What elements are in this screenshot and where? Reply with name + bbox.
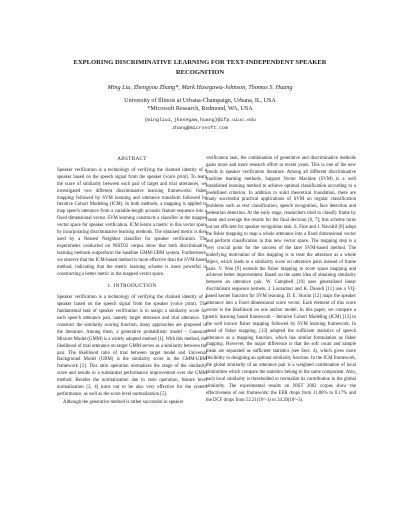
right-column-paragraph: verification task, the combination of generative and discriminative methods gains more and more research effort in recent years. This is one of the new trends in speaker verification literature. Among all different discriminative machine learning methods, Support Vector Machine (SVM) is a well established learning method to achieve optimal classification according to a predefined criterion. In addition to solid theoretical foundation, there are many successful practical applications of SVM on regular classification problems such as text classification, speech recognition, face detection and pedestrian detection. At the early stage, researchers tried to classify frame by frame and average the results for the final decision [6, 7]; this scheme turns out not efficient for speaker recognition task. S. Fine and J. Navrátil [8] adopt the fisher mapping to map a whole utterance into a fixed dimensional vector and perform classification in this new vector space. The mapping step is a very crucial point for the success of the later SVM-based method. The underlying motivation of this mapping is to treat the utterance as a whole object, which leads to a similarity score on utterance pairs instead of frame pairs. V. Wan [9] extends the fisher mapping to score space mapping and achieves better improvement. Based on the same idea of obtaining similarity between an utterance pair, W. Campbell [10] uses generalized linear discriminant sequence kernels. J. Louradour and K. Daoudi [11] use a VQ-based kernel function for SVM learning. D. E. Sturim [12] maps the speaker utterance into a fixed dimensional score vector. Each element of this score vector is the likelihood on one anchor model. In this paper, we compare a metric learning based framework – Iterative Cohort Modeling (ICM) [13] to the well known fisher mapping followed by SVM learning framework. In stead of fisher mapping, [13] adopted the sufficient statistics of speech utterance as a mapping function, which has similar formulation as fisher mapping. However, the major difference is that the soft count and sample mean are separated as sufficient statistics (see Sect. 4), which gives more flexibility in designing an optimal similarity function. In the ICM framework, the global similarity of an utterance pair is a weighted combination of local similarities which compare the statistics belong to the same component. Also, each local similarity is thresholded to normalize its contribution to the global similarity. The experimental results on NIST 2002 corpus show the effectiveness of our framework: the EER drops from 11.08% to 8.17% and the DCF drops from 52.21(10^-3) to 34.20(10^-3).	[206, 156, 356, 403]
affiliations	[20, 97, 380, 113]
abstract-text: Speaker verification is a technology of verifying the claimed identity of a speaker based on the speech signal from the speaker (voice print). To learn the score of similarity between each pair of target and trial utterances, we investigated two different discriminative learning frameworks: fisher mapping followed by SVM learning and utterance transform followed by Iterative Cohort Modeling (ICM). In both methods, a mapping is applied to map speech utterance from a variable-length acoustic feature sequence into a fixed dimensional vector. SVM learning constructs a classifier in the mapped vector space for speaker verification. ICM learns a metric in this vector space by incorporating discriminative learning methods. The obtained metric is then used by a Nearest Neighbor classifier for speaker verification. The experiments conducted on NIST02 corpus show that both discriminative learning methods outperform the baseline GMM-UBM system. Furthermore, we observe that the ICM-based method is more effective than the SVM-based method, indicating that the metric learning scheme is more powerful in constructing a better metric in the mapped vector space.	[57, 167, 207, 277]
affiliation-uiuc: University of Illinois at Urbana-Champaign, Urbana, IL, USA	[124, 98, 276, 104]
right-column	[206, 156, 356, 406]
left-column	[57, 156, 207, 408]
email-uiuc: {mingliu1,jhasegaw,huang}@ifp.uiuc.edu	[144, 118, 256, 123]
introduction-paragraph-1: Speaker verification is a technology of verifying the claimed identity of a speaker based on the speech signal from the speaker (voice print). The fundamental task of speaker verification is to assign a similarity score for each speech utterance pair, namely target utterance and trial utterance. To construct the similarity scoring function, many approaches are proposed in the literature. Among them, a generative probabilistic model – Gaussian Mixture Model (GMM) is a widely adopted method [1]. With this method, the likelihood of trial utterance on target GMM serves as a similarity between the pair. The likelihood ratio of trial between target model and Universal Background Model (UBM) is the similarity score in the GMM-UBM framework [2]. This ratio operation normalizes the range of the similarity score and results in a substantial performance improvement over the GMM method. Besides the normalization due to ratio operation, feature level normalization [3, 4] turns out to be also very effective for the system performance, as well as the score level normalization [5].	[57, 295, 207, 397]
title-line-1: EXPLORING DISCRIMINATIVE LEARNING FOR TEXT-INDEPENDENT SPEAKER	[73, 59, 327, 66]
author-list: Ming Liu, Zhengyou Zhang*, Mark Hasegawa-Johnson, Thomas S. Huang	[107, 84, 293, 91]
abstract-heading: ABSTRACT	[117, 156, 147, 162]
affiliation-microsoft: *Microsoft Research, Redmond, WA, USA	[147, 106, 253, 112]
paper-title	[20, 58, 380, 78]
introduction-paragraph-2: Although the generative method is rather successful in speaker	[63, 399, 184, 405]
title-line-2: RECOGNITION	[175, 69, 225, 76]
email-microsoft: zhang@microsoft.com	[172, 126, 228, 131]
introduction-heading: 1. INTRODUCTION	[107, 283, 157, 290]
